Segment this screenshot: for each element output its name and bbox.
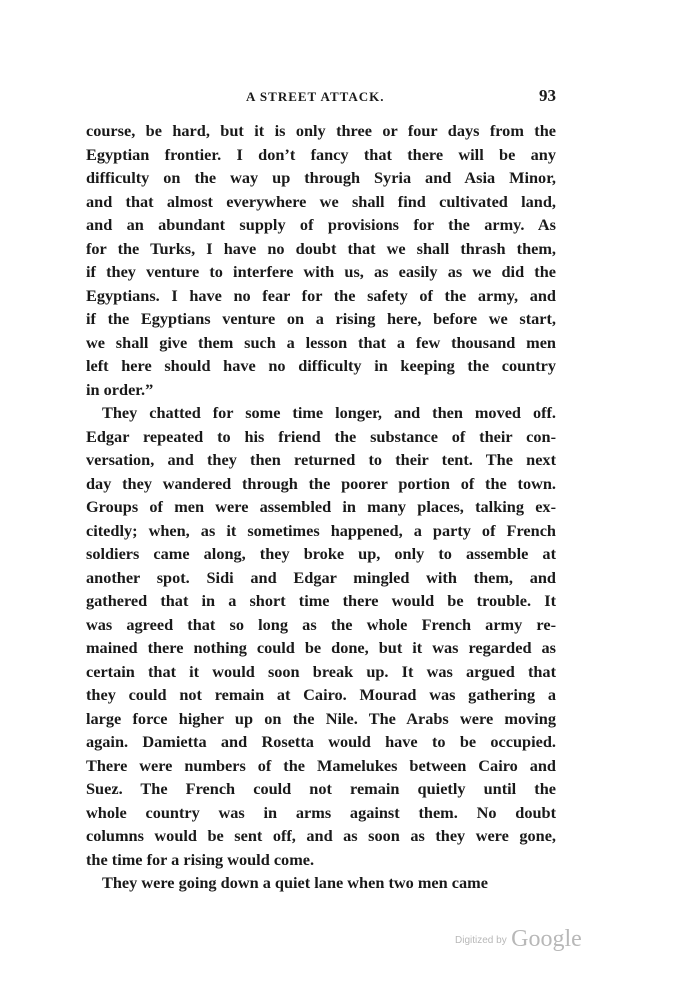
text-line: large force higher up on the Nile. The Arabs were moving (86, 708, 556, 728)
text-line: mained there nothing could be done, but it was regarded as (86, 638, 556, 657)
text-line: and an abundant supply of provisions for the army. As (86, 215, 556, 234)
text-line: again. Damietta and Rosetta would have to be occupied. (86, 732, 556, 751)
text-line: if they venture to interfere with us, as easily as we did the (86, 262, 556, 281)
text-line: difficulty on the way up through Syria and Asia Minor, (86, 168, 556, 187)
text-line: soldiers came along, they broke up, only to assemble at (86, 544, 556, 563)
text-line: day they wandered through the poorer portion of the town. (86, 473, 556, 493)
text-line: and that almost everywhere we shall find cultivated land, (86, 191, 556, 211)
text-line: whole country was in arms against them. No doubt (86, 802, 556, 822)
text-line: Groups of men were assembled in many places, talking ex- (86, 497, 556, 516)
text-line: columns would be sent off, and as soon as they were gone, (86, 826, 556, 845)
paragraph-1 (86, 119, 556, 401)
text-line: They chatted for some time longer, and then moved off. (102, 403, 556, 422)
text-line: certain that it would soon break up. It was argued that (86, 661, 556, 681)
text-line: Egyptian frontier. I don’t fancy that there will be any (86, 144, 556, 164)
paragraph-3 (86, 871, 556, 895)
text-line: in order.” (86, 379, 154, 399)
text-line: citedly; when, as it sometimes happened, a party of French (86, 520, 556, 540)
text-line: There were numbers of the Mamelukes between Cairo and (86, 755, 556, 775)
text-line: left here should have no difficulty in keeping the country (86, 356, 556, 375)
digitized-by-google-watermark (455, 926, 582, 953)
text-line: they could not remain at Cairo. Mourad was gathering a (86, 685, 556, 704)
text-line: Suez. The French could not remain quietly until the (86, 779, 556, 798)
running-head: A STREET ATTACK. (246, 89, 385, 104)
page-number: 93 (539, 86, 556, 105)
body-text (86, 119, 556, 895)
watermark-prefix: Digitized by (455, 935, 507, 946)
text-line: we shall give them such a lesson that a few thousand men (86, 332, 556, 352)
text-line: gathered that in a short time there would be trouble. It (86, 591, 556, 610)
google-logo: Google (511, 926, 582, 952)
text-line: for the Turks, I have no doubt that we shall thrash them, (86, 238, 556, 258)
text-line: versation, and they then returned to their tent. The next (86, 450, 556, 469)
page-header (86, 86, 556, 110)
text-line: was agreed that so long as the whole French army re- (86, 614, 556, 634)
text-line: They were going down a quiet lane when two men came (102, 873, 488, 892)
text-line: Egyptians. I have no fear for the safety of the army, and (86, 285, 556, 305)
text-line: the time for a rising would come. (86, 849, 315, 869)
text-line: if the Egyptians venture on a rising here, before we start, (86, 309, 556, 328)
text-line: Edgar repeated to his friend the substance of their con- (86, 426, 556, 446)
text-line: course, be hard, but it is only three or four days from the (86, 121, 556, 140)
text-line: another spot. Sidi and Edgar mingled with them, and (86, 567, 556, 587)
paragraph-2 (86, 401, 556, 871)
